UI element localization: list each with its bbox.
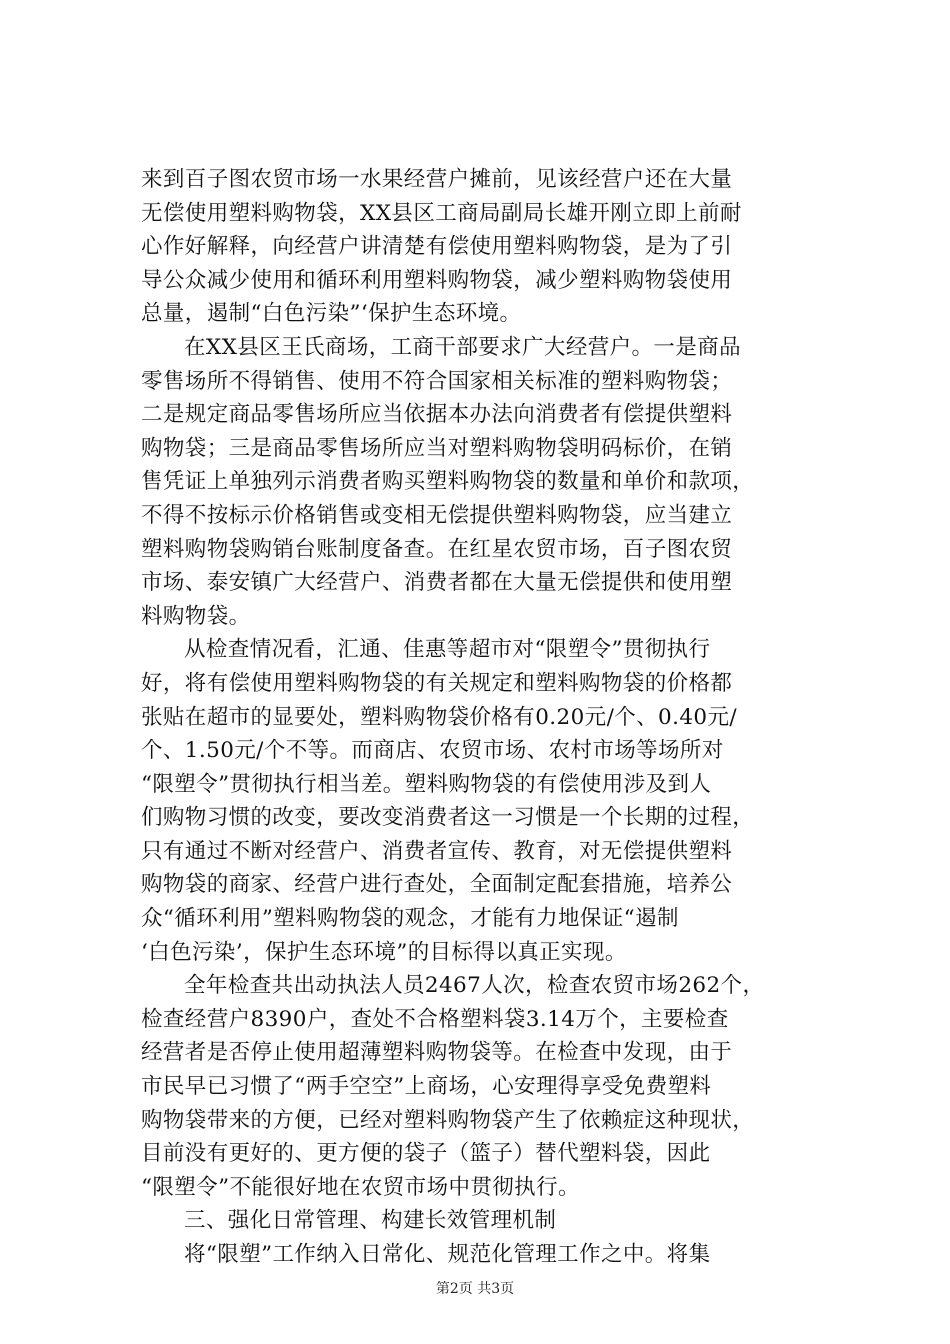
text-line: 总量，遏制“白色污染”‘保护生态环境。 bbox=[141, 301, 522, 327]
text-line: 从检查情况看，汇通、佳惠等超市对“限塑令”贯彻执行 bbox=[184, 637, 711, 663]
text-line: 将“限塑”工作纳入日常化、规范化管理工作之中。将集 bbox=[184, 1242, 711, 1267]
text-line: 料购物袋。 bbox=[141, 603, 251, 629]
text-line: 购物袋；三是商品零售场所应当对塑料购物袋明码标价，在销 bbox=[141, 435, 733, 461]
text-line: 零售场所不得销售、使用不符合国家相关标准的塑料购物袋； bbox=[141, 368, 733, 394]
text-line: 市场、泰安镇广大经营户、消费者都在大量无偿提供和使用塑 bbox=[141, 570, 733, 596]
text-line: 张贴在超市的显要处，塑料购物袋价格有0.20元/个、0.40元/ bbox=[141, 704, 738, 730]
text-line: 个、1.50元/个不等。而商店、农贸市场、农村市场等场所对 bbox=[141, 738, 724, 764]
page-footer: 第2页 共3页 bbox=[435, 1281, 515, 1297]
text-line: 导公众减少使用和循环利用塑料购物袋，减少塑料购物袋使用 bbox=[141, 267, 733, 293]
text-line: 在XX县区王氏商场，工商干部要求广大经营户。一是商品 bbox=[184, 334, 742, 360]
text-line: 二是规定商品零售场所应当依据本办法向消费者有偿提供塑料 bbox=[141, 402, 733, 428]
text-line: 经营者是否停止使用超薄塑料购物袋等。在检查中发现，由于 bbox=[141, 1040, 733, 1066]
text-line: 众“循环利用”塑料购物袋的观念，才能有力地保证“遏制 bbox=[141, 906, 679, 932]
text-line: 购物袋带来的方便，已经对塑料购物袋产生了依赖症这种现状， bbox=[141, 1107, 755, 1133]
text-line: 售凭证上单独列示消费者购买塑料购物袋的数量和单价和款项， bbox=[141, 469, 755, 495]
text-line: 只有通过不断对经营户、消费者宣传、教育，对无偿提供塑料 bbox=[141, 838, 733, 864]
text-line: 三、强化日常管理、构建长效管理机制 bbox=[184, 1208, 557, 1234]
text-line: ‘白色污染’，保护生态环境”的目标得以真正实现。 bbox=[141, 939, 627, 965]
text-line: 目前没有更好的、更方便的袋子（篮子）替代塑料袋，因此 bbox=[141, 1141, 711, 1167]
text-line: 心作好解释，向经营户讲清楚有偿使用塑料购物袋，是为了引 bbox=[141, 234, 733, 260]
text-line: 们购物习惯的改变，要改变消费者这一习惯是一个长期的过程， bbox=[141, 805, 755, 831]
text-line: 来到百子图农贸市场一水果经营户摊前，见该经营户还在大量 bbox=[141, 167, 733, 192]
text-line: 全年检查共出动执法人员2467人次，检查农贸市场262个， bbox=[184, 973, 765, 999]
text-line: 市民早已习惯了“两手空空”上商场，心安理得享受免费塑料 bbox=[141, 1074, 712, 1100]
text-line: “限塑令”贯彻执行相当差。塑料购物袋的有偿使用涉及到人 bbox=[141, 771, 712, 797]
text-line: “限塑令”不能很好地在农贸市场中贯彻执行。 bbox=[141, 1174, 580, 1200]
text-line: 好，将有偿使用塑料购物袋的有关规定和塑料购物袋的价格都 bbox=[141, 670, 733, 696]
text-line: 购物袋的商家、经营户进行查处，全面制定配套措施，培养公 bbox=[141, 872, 733, 898]
text-line: 无偿使用塑料购物袋，XX县区工商局副局长雄开刚立即上前耐 bbox=[141, 200, 742, 226]
text-line: 不得不按标示价格销售或变相无偿提供塑料购物袋，应当建立 bbox=[141, 502, 733, 528]
text-line: 检查经营户8390户，查处不合格塑料袋3.14万个，主要检查 bbox=[141, 1006, 729, 1032]
text-line: 塑料购物袋购销台账制度备查。在红星农贸市场，百子图农贸 bbox=[141, 536, 733, 562]
document-body bbox=[141, 163, 827, 1272]
